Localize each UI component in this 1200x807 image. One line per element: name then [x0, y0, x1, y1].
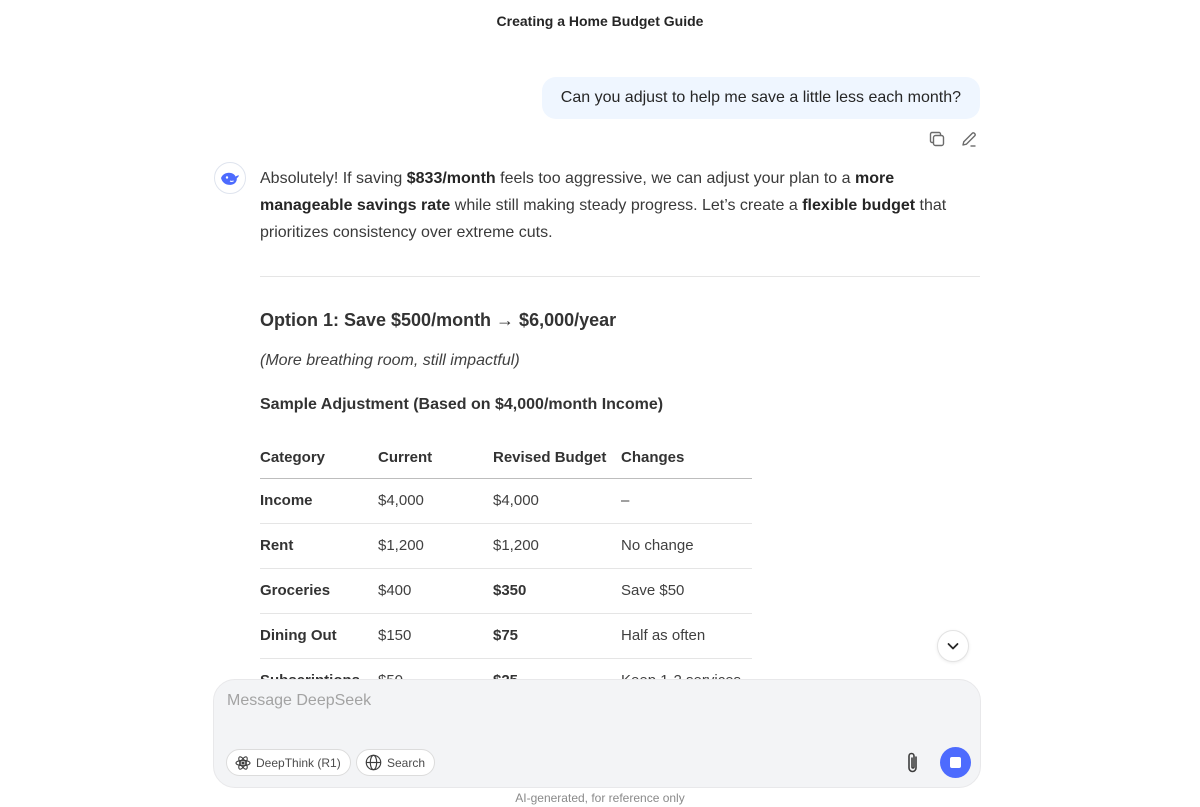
attach-button[interactable]	[901, 749, 925, 777]
divider	[260, 276, 980, 277]
table-row	[260, 478, 752, 523]
table-cell: $1,200	[378, 523, 493, 568]
column-header: Changes	[621, 437, 752, 478]
column-header: Revised Budget	[493, 437, 621, 478]
column-header: Current	[378, 437, 493, 478]
stop-icon	[950, 757, 961, 768]
disclaimer-text: AI-generated, for reference only	[515, 791, 685, 805]
message-actions	[928, 130, 978, 148]
table-row	[260, 568, 752, 613]
table-cell: $350	[493, 568, 621, 613]
table-header-row	[260, 437, 752, 478]
budget-table	[260, 437, 752, 704]
page-title: Creating a Home Budget Guide	[496, 13, 704, 29]
assistant-avatar	[214, 162, 246, 194]
table-cell: Save $50	[621, 568, 752, 613]
table-cell: $400	[378, 568, 493, 613]
table-cell: Groceries	[260, 568, 378, 613]
option-heading: Option 1: Save $500/month → $6,000/year	[260, 310, 617, 330]
atom-icon	[235, 755, 251, 771]
edit-icon[interactable]	[960, 130, 978, 148]
paperclip-icon	[905, 751, 921, 775]
table-cell: $4,000	[493, 478, 621, 523]
table-cell: –	[621, 478, 752, 523]
table-cell: Dining Out	[260, 613, 378, 658]
table-heading: Sample Adjustment (Based on $4,000/month Income)	[260, 396, 664, 413]
table-cell: Half as often	[621, 613, 752, 658]
assistant-answer	[260, 165, 980, 246]
budget-table-container	[260, 437, 752, 679]
table-row	[260, 523, 752, 568]
table-cell: $150	[378, 613, 493, 658]
option-note: (More breathing room, still impactful)	[260, 352, 520, 369]
scroll-to-bottom-button[interactable]	[937, 630, 969, 662]
user-message-bubble: Can you adjust to help me save a little less each month?	[542, 77, 980, 119]
table-cell: $75	[493, 613, 621, 658]
copy-icon[interactable]	[928, 130, 946, 148]
table-cell: Rent	[260, 523, 378, 568]
search-toggle[interactable]	[356, 749, 435, 776]
deepseek-whale-icon	[219, 169, 241, 187]
deepthink-toggle[interactable]	[226, 749, 351, 776]
message-input[interactable]	[227, 692, 867, 710]
search-label: Search	[387, 755, 426, 770]
table-cell: $4,000	[378, 478, 493, 523]
table-cell: No change	[621, 523, 752, 568]
message-composer	[213, 679, 981, 788]
globe-icon	[365, 754, 382, 771]
chevron-down-icon	[945, 638, 961, 654]
table-row	[260, 613, 752, 658]
intro-paragraph: Absolutely! If saving $833/month feels too aggressive, we can adjust your plan to a more manageable savings rate while still making steady progress. Let’s create a flexible budget that prioritizes consistency over extreme cuts.	[260, 170, 947, 241]
deepthink-label: DeepThink (R1)	[256, 755, 341, 770]
stop-generating-button[interactable]	[940, 747, 971, 778]
table-cell: $1,200	[493, 523, 621, 568]
table-cell: Income	[260, 478, 378, 523]
column-header: Category	[260, 437, 378, 478]
